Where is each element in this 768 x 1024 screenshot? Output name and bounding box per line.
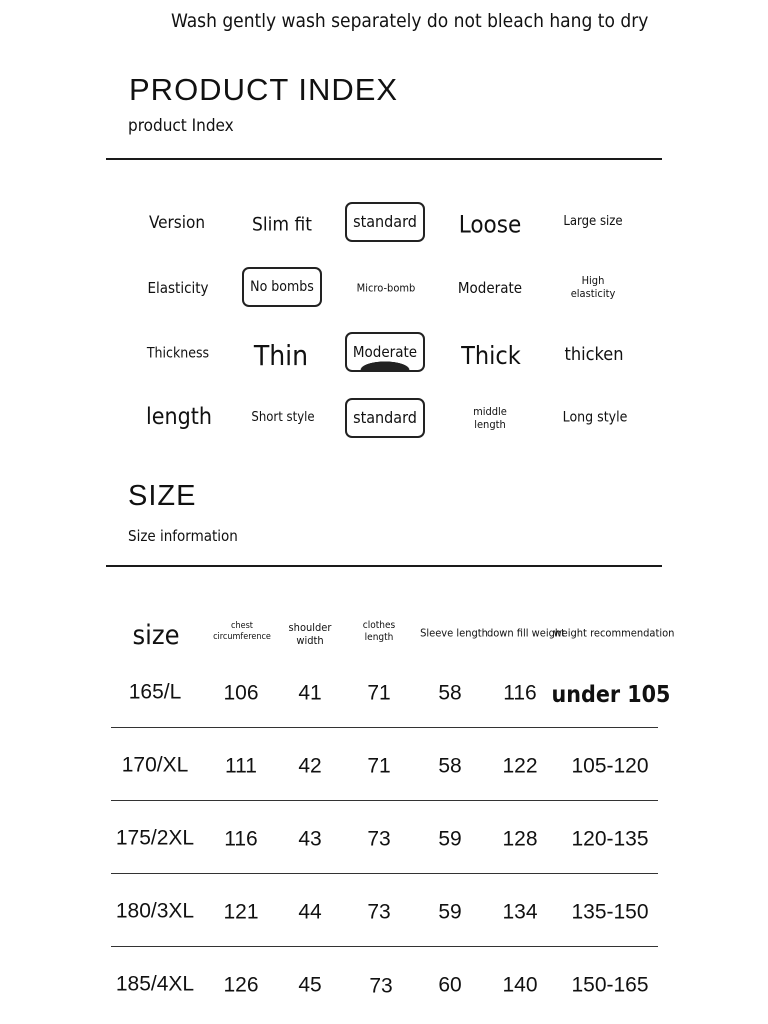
header-weight-rec: weight recommendation (553, 626, 675, 640)
row-divider (111, 946, 658, 947)
option-standard-selected: standard (345, 202, 425, 242)
option-moderate: Moderate (457, 279, 523, 297)
option-moderate-label: Moderate (352, 343, 418, 361)
cell-length: 73 (367, 827, 391, 851)
cell-length: 73 (369, 974, 393, 998)
cell-size: 185/4XL (115, 972, 195, 996)
option-long-style: Long style (562, 409, 628, 426)
option-standard-length-selected: standard (345, 398, 425, 438)
care-instructions: Wash gently wash separately do not bleach hang to dry (171, 10, 649, 32)
cell-down-fill: 140 (502, 973, 538, 997)
cell-sleeve: 59 (438, 827, 462, 851)
cell-chest: 111 (225, 754, 257, 778)
option-large-size: Large size (563, 214, 623, 230)
product-index-title: PRODUCT INDEX (129, 72, 399, 107)
cell-chest: 116 (224, 827, 258, 851)
header-down-fill: down fill weight (486, 626, 566, 640)
option-moderate-selected (345, 332, 425, 372)
option-thicken: thicken (564, 344, 624, 366)
option-no-bombs-selected: No bombs (242, 267, 322, 307)
product-index-subtitle: product Index (128, 116, 234, 136)
header-sleeve: Sleeve length (420, 626, 488, 640)
option-thin: Thin (253, 339, 309, 373)
cell-weight: 120-135 (571, 827, 649, 851)
option-short-style: Short style (251, 410, 315, 426)
cell-length: 71 (367, 754, 391, 778)
cell-sleeve: 58 (438, 754, 462, 778)
header-size: size (132, 619, 180, 651)
cell-size: 175/2XL (115, 826, 195, 850)
option-thick: Thick (461, 341, 521, 370)
option-high-elasticity: High elasticity (570, 273, 616, 300)
row-label-version: Version (148, 212, 206, 233)
cell-down-fill: 134 (502, 900, 538, 924)
size-subtitle: Size information (128, 527, 238, 545)
divider (106, 565, 662, 567)
cell-shoulder: 43 (298, 827, 322, 851)
size-title: SIZE (128, 480, 197, 512)
cell-size: 170/XL (121, 753, 189, 777)
option-middle-length: middle length (473, 404, 507, 431)
row-label-thickness: Thickness (146, 345, 210, 362)
cell-shoulder: 41 (298, 681, 322, 705)
header-shoulder: shoulder width (288, 620, 332, 647)
header-chest: chest circumference (213, 621, 271, 642)
option-loose: Loose (458, 210, 522, 239)
cell-sleeve: 60 (438, 973, 462, 997)
cell-chest: 106 (223, 681, 259, 705)
cell-shoulder: 45 (298, 973, 322, 997)
cell-shoulder: 42 (298, 754, 322, 778)
divider (106, 158, 662, 160)
cell-down-fill: 122 (502, 754, 538, 778)
cell-weight: under 105 (551, 682, 671, 709)
cell-length: 73 (367, 900, 391, 924)
header-clothes-length: clothes length (362, 620, 396, 643)
option-slim-fit: Slim fit (252, 213, 312, 236)
cell-down-fill: 116 (503, 681, 537, 705)
cell-length: 71 (367, 681, 391, 705)
cell-sleeve: 59 (438, 900, 462, 924)
cell-chest: 121 (223, 900, 259, 924)
cell-shoulder: 44 (298, 900, 322, 924)
cell-sleeve: 58 (438, 681, 462, 705)
row-label-elasticity: Elasticity (147, 279, 209, 297)
option-micro-bomb: Micro-bomb (356, 281, 416, 295)
row-label-length: length (146, 404, 212, 431)
cell-size: 165/L (128, 680, 182, 704)
cell-down-fill: 128 (502, 827, 538, 851)
cell-weight: 105-120 (571, 754, 649, 778)
cell-chest: 126 (223, 973, 259, 997)
row-divider (111, 873, 658, 874)
cell-weight: 150-165 (571, 973, 649, 997)
cell-weight: 135-150 (571, 900, 649, 924)
cell-size: 180/3XL (115, 899, 195, 923)
row-divider (111, 727, 658, 728)
row-divider (111, 800, 658, 801)
